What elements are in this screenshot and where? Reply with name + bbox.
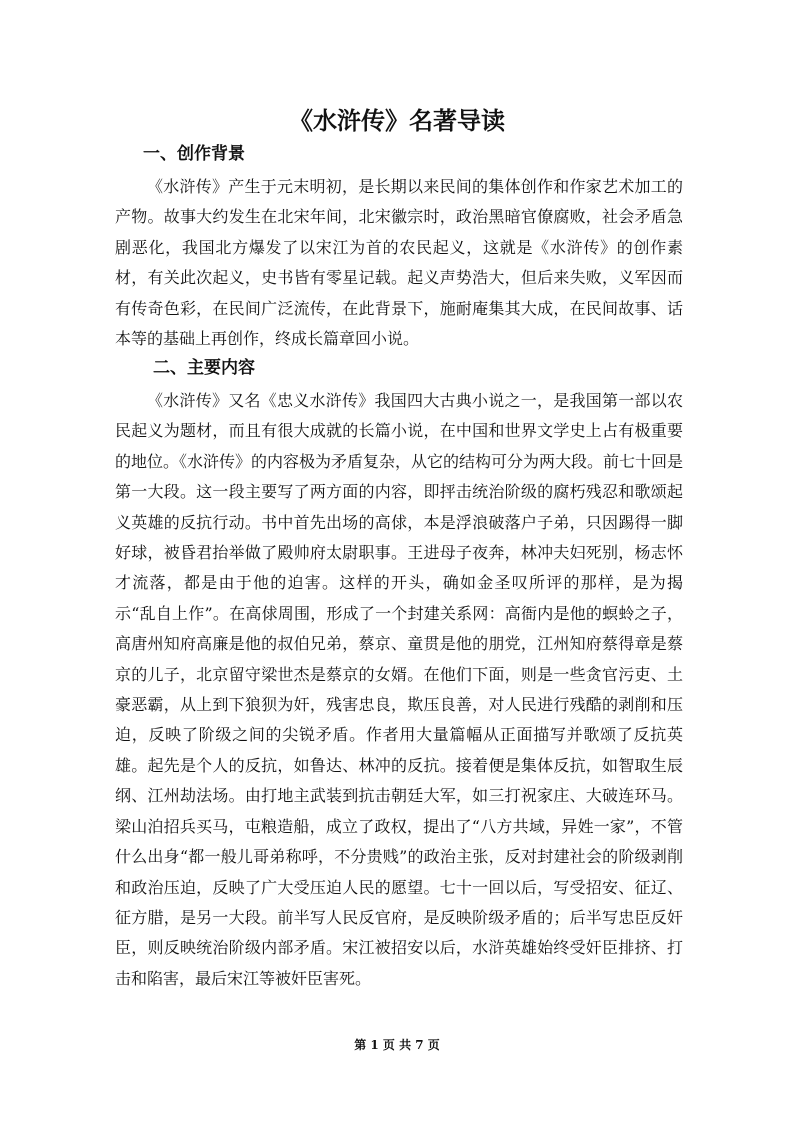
document-title: 《水浒传》名著导读: [289, 106, 505, 135]
section-paragraph-background: 《水浒传》产生于元末明初，是长期以来民间的集体创作和作家艺术加工的产物。故事大约发生在北宋年间，北宋徽宗时，政治黑暗官僚腐败，社会矛盾急剧恶化，我国北方爆发了以宋江为首的农民起义，这就是《水浒传》的创作素材，有关此次起义，史书皆有零星记载。起义声势浩大，但后来失败，义军因而有传奇色彩，在民间广泛流传，在此背景下，施耐庵集其大成，在民间故事、话本等的基础上再创作，终成长篇章回小说。: [115, 177, 683, 349]
page-footer: 第 1 页 共 7 页: [354, 1038, 440, 1052]
section-paragraph-content: 《水浒传》又名《忠义水浒传》我国四大古典小说之一，是我国第一部以农民起义为题材，而且有很大成就的长篇小说，在中国和世界文学史上占有极重要的地位。《水浒传》的内容极为矛盾复杂，从它的结构可分为两大段。前七十回是第一大段。这一段主要写了两方面的内容，即抨击统治阶级的腐朽残忍和歌颂起义英雄的反抗行动。书中首先出场的高俅，本是浮浪破落户子弟，只因踢得一脚好球，被昏君抬举做了殿帅府太尉职事。王进母子夜奔，林冲夫妇死别，杨志怀才流落，都是由于他的迫害。这样的开头，确如金圣叹所评的那样，是为揭示“乱自上作”。在高俅周围，形成了一个封建关系网：高衙内是他的螟蛉之子，高唐州知府高廉是他的叔伯兄弟，蔡京、童贯是他的朋党，江州知府蔡得章是蔡京的儿子，北京留守梁世杰是蔡京的女婿。在他们下面，则是一些贪官污吏、土豪恶霸，从上到下狼狈为奸，残害忠良，欺压良善，对人民进行残酷的剥削和压迫，反映了阶级之间的尖锐矛盾。作者用大量篇幅从正面描写并歌颂了反抗英雄。起先是个人的反抗，如鲁达、林冲的反抗。接着便是集体反抗，如智取生辰纲、江州劫法场。由打地主武装到抗击朝廷大军，如三打祝家庄、大破连环马。梁山泊招兵买马，屯粮造船，成立了政权，提出了“八方共域，异姓一家”，不管什么出身“都一般儿哥弟称呼，不分贵贱”的政治主张，反对封建社会的阶级剥削和政治压迫，反映了广大受压迫人民的愿望。七十一回以后，写受招安、征辽、征方腊，是另一大段。前半写人民反官府，是反映阶级矛盾的；后半写忠臣反奸臣，则反映统治阶级内部矛盾。宋江被招安以后，水浒英雄始终受奸臣排挤、打击和陷害，最后宋江等被奸臣害死。: [115, 391, 684, 988]
section-heading-content: 二、主要内容: [153, 358, 255, 378]
section-heading-background: 一、创作背景: [143, 144, 245, 164]
